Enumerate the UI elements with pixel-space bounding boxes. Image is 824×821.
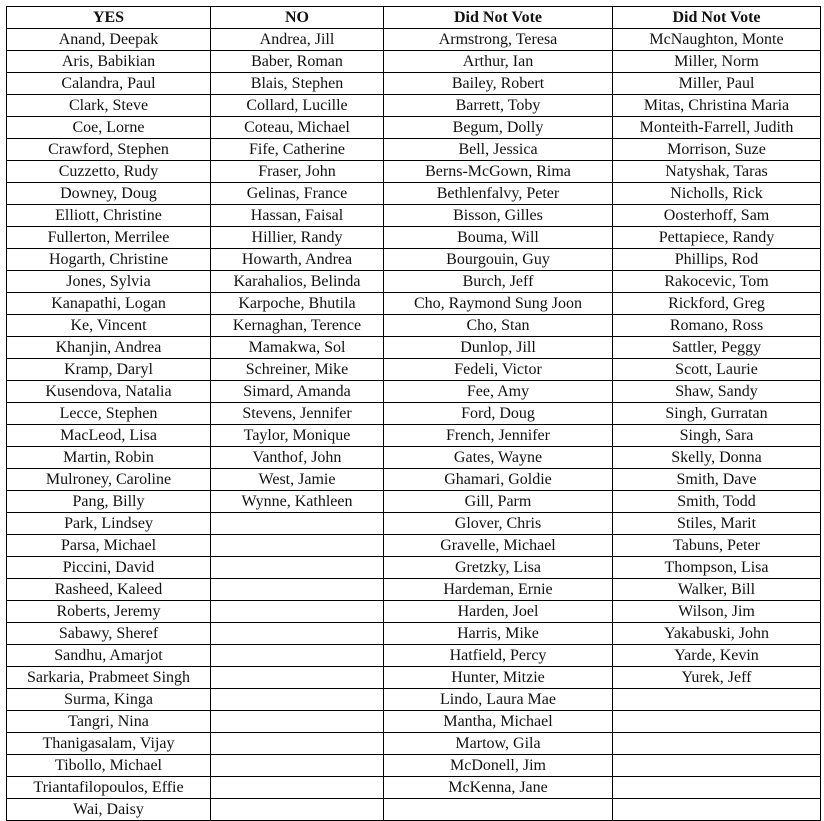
yes-cell: Crawford, Stephen bbox=[7, 139, 211, 161]
table-row bbox=[7, 249, 821, 271]
vote-table-body bbox=[7, 29, 821, 821]
did-not-vote-cell: McKenna, Jane bbox=[384, 777, 613, 799]
table-row bbox=[7, 425, 821, 447]
did-not-vote-cell: Ford, Doug bbox=[384, 403, 613, 425]
did-not-vote-cell: Phillips, Rod bbox=[613, 249, 821, 271]
table-row bbox=[7, 183, 821, 205]
did-not-vote-cell: McDonell, Jim bbox=[384, 755, 613, 777]
did-not-vote-cell: Yarde, Kevin bbox=[613, 645, 821, 667]
no-cell bbox=[211, 799, 384, 821]
no-cell: Howarth, Andrea bbox=[211, 249, 384, 271]
did-not-vote-cell: Burch, Jeff bbox=[384, 271, 613, 293]
yes-cell: Tibollo, Michael bbox=[7, 755, 211, 777]
did-not-vote-cell: Fee, Amy bbox=[384, 381, 613, 403]
yes-cell: Martin, Robin bbox=[7, 447, 211, 469]
table-row bbox=[7, 293, 821, 315]
yes-cell: Downey, Doug bbox=[7, 183, 211, 205]
yes-cell: Thanigasalam, Vijay bbox=[7, 733, 211, 755]
no-cell: Fife, Catherine bbox=[211, 139, 384, 161]
yes-cell: Kanapathi, Logan bbox=[7, 293, 211, 315]
yes-cell: Clark, Steve bbox=[7, 95, 211, 117]
did-not-vote-cell: Romano, Ross bbox=[613, 315, 821, 337]
no-cell: Schreiner, Mike bbox=[211, 359, 384, 381]
no-cell bbox=[211, 689, 384, 711]
did-not-vote-cell: Ghamari, Goldie bbox=[384, 469, 613, 491]
table-row bbox=[7, 271, 821, 293]
header-no: NO bbox=[211, 7, 384, 29]
no-cell: Andrea, Jill bbox=[211, 29, 384, 51]
header-did-not-vote-1: Did Not Vote bbox=[384, 7, 613, 29]
no-cell bbox=[211, 579, 384, 601]
no-cell bbox=[211, 623, 384, 645]
no-cell: Coteau, Michael bbox=[211, 117, 384, 139]
did-not-vote-cell: Singh, Gurratan bbox=[613, 403, 821, 425]
yes-cell: Pang, Billy bbox=[7, 491, 211, 513]
did-not-vote-cell: Gravelle, Michael bbox=[384, 535, 613, 557]
yes-cell: Sarkaria, Prabmeet Singh bbox=[7, 667, 211, 689]
did-not-vote-cell: Bethlenfalvy, Peter bbox=[384, 183, 613, 205]
did-not-vote-cell: Hatfield, Percy bbox=[384, 645, 613, 667]
no-cell: Hassan, Faisal bbox=[211, 205, 384, 227]
table-row bbox=[7, 161, 821, 183]
did-not-vote-cell: Bell, Jessica bbox=[384, 139, 613, 161]
did-not-vote-cell: Smith, Todd bbox=[613, 491, 821, 513]
no-cell bbox=[211, 667, 384, 689]
table-row bbox=[7, 799, 821, 821]
did-not-vote-cell: Gill, Parm bbox=[384, 491, 613, 513]
did-not-vote-cell: Arthur, Ian bbox=[384, 51, 613, 73]
yes-cell: Surma, Kinga bbox=[7, 689, 211, 711]
no-cell bbox=[211, 513, 384, 535]
did-not-vote-cell: Yakabuski, John bbox=[613, 623, 821, 645]
table-row bbox=[7, 755, 821, 777]
did-not-vote-cell: Harden, Joel bbox=[384, 601, 613, 623]
yes-cell: MacLeod, Lisa bbox=[7, 425, 211, 447]
table-row bbox=[7, 711, 821, 733]
did-not-vote-cell: Hunter, Mitzie bbox=[384, 667, 613, 689]
table-row bbox=[7, 205, 821, 227]
did-not-vote-cell: McNaughton, Monte bbox=[613, 29, 821, 51]
did-not-vote-cell: Oosterhoff, Sam bbox=[613, 205, 821, 227]
no-cell: Wynne, Kathleen bbox=[211, 491, 384, 513]
did-not-vote-cell: Barrett, Toby bbox=[384, 95, 613, 117]
no-cell bbox=[211, 755, 384, 777]
no-cell bbox=[211, 733, 384, 755]
header-yes: YES bbox=[7, 7, 211, 29]
yes-cell: Lecce, Stephen bbox=[7, 403, 211, 425]
header-row bbox=[7, 7, 821, 29]
no-cell bbox=[211, 557, 384, 579]
table-row bbox=[7, 645, 821, 667]
did-not-vote-cell: Mitas, Christina Maria bbox=[613, 95, 821, 117]
did-not-vote-cell bbox=[613, 777, 821, 799]
yes-cell: Cuzzetto, Rudy bbox=[7, 161, 211, 183]
did-not-vote-cell: Mantha, Michael bbox=[384, 711, 613, 733]
table-row bbox=[7, 777, 821, 799]
did-not-vote-cell: Rakocevic, Tom bbox=[613, 271, 821, 293]
no-cell bbox=[211, 645, 384, 667]
yes-cell: Park, Lindsey bbox=[7, 513, 211, 535]
yes-cell: Sandhu, Amarjot bbox=[7, 645, 211, 667]
did-not-vote-cell: Singh, Sara bbox=[613, 425, 821, 447]
yes-cell: Coe, Lorne bbox=[7, 117, 211, 139]
no-cell: Karpoche, Bhutila bbox=[211, 293, 384, 315]
did-not-vote-cell: Pettapiece, Randy bbox=[613, 227, 821, 249]
yes-cell: Parsa, Michael bbox=[7, 535, 211, 557]
yes-cell: Ke, Vincent bbox=[7, 315, 211, 337]
did-not-vote-cell: Monteith-Farrell, Judith bbox=[613, 117, 821, 139]
table-row bbox=[7, 491, 821, 513]
yes-cell: Khanjin, Andrea bbox=[7, 337, 211, 359]
yes-cell: Wai, Daisy bbox=[7, 799, 211, 821]
yes-cell: Tangri, Nina bbox=[7, 711, 211, 733]
did-not-vote-cell: Begum, Dolly bbox=[384, 117, 613, 139]
table-row bbox=[7, 557, 821, 579]
table-row bbox=[7, 381, 821, 403]
no-cell: Simard, Amanda bbox=[211, 381, 384, 403]
did-not-vote-cell: Gates, Wayne bbox=[384, 447, 613, 469]
did-not-vote-cell: Stiles, Marit bbox=[613, 513, 821, 535]
no-cell: Taylor, Monique bbox=[211, 425, 384, 447]
did-not-vote-cell bbox=[613, 711, 821, 733]
table-row bbox=[7, 579, 821, 601]
did-not-vote-cell: Morrison, Suze bbox=[613, 139, 821, 161]
did-not-vote-cell bbox=[613, 799, 821, 821]
did-not-vote-cell: Berns-McGown, Rima bbox=[384, 161, 613, 183]
table-row bbox=[7, 337, 821, 359]
no-cell: Blais, Stephen bbox=[211, 73, 384, 95]
no-cell: Vanthof, John bbox=[211, 447, 384, 469]
did-not-vote-cell bbox=[613, 733, 821, 755]
did-not-vote-cell: Thompson, Lisa bbox=[613, 557, 821, 579]
did-not-vote-cell: Martow, Gila bbox=[384, 733, 613, 755]
table-row bbox=[7, 689, 821, 711]
did-not-vote-cell bbox=[384, 799, 613, 821]
no-cell bbox=[211, 535, 384, 557]
table-row bbox=[7, 667, 821, 689]
did-not-vote-cell: Bouma, Will bbox=[384, 227, 613, 249]
did-not-vote-cell: Cho, Stan bbox=[384, 315, 613, 337]
did-not-vote-cell: Wilson, Jim bbox=[613, 601, 821, 623]
yes-cell: Piccini, David bbox=[7, 557, 211, 579]
no-cell: Mamakwa, Sol bbox=[211, 337, 384, 359]
did-not-vote-cell: Skelly, Donna bbox=[613, 447, 821, 469]
no-cell: Baber, Roman bbox=[211, 51, 384, 73]
did-not-vote-cell: Armstrong, Teresa bbox=[384, 29, 613, 51]
did-not-vote-cell: Natyshak, Taras bbox=[613, 161, 821, 183]
table-row bbox=[7, 117, 821, 139]
did-not-vote-cell: French, Jennifer bbox=[384, 425, 613, 447]
no-cell bbox=[211, 601, 384, 623]
yes-cell: Calandra, Paul bbox=[7, 73, 211, 95]
table-row bbox=[7, 623, 821, 645]
table-row bbox=[7, 513, 821, 535]
did-not-vote-cell: Shaw, Sandy bbox=[613, 381, 821, 403]
did-not-vote-cell bbox=[613, 755, 821, 777]
did-not-vote-cell: Glover, Chris bbox=[384, 513, 613, 535]
table-row bbox=[7, 29, 821, 51]
did-not-vote-cell: Sattler, Peggy bbox=[613, 337, 821, 359]
did-not-vote-cell: Bailey, Robert bbox=[384, 73, 613, 95]
table-row bbox=[7, 535, 821, 557]
did-not-vote-cell: Smith, Dave bbox=[613, 469, 821, 491]
no-cell: Collard, Lucille bbox=[211, 95, 384, 117]
no-cell: Kernaghan, Terence bbox=[211, 315, 384, 337]
table-row bbox=[7, 51, 821, 73]
yes-cell: Roberts, Jeremy bbox=[7, 601, 211, 623]
did-not-vote-cell bbox=[613, 689, 821, 711]
table-row bbox=[7, 601, 821, 623]
table-row bbox=[7, 469, 821, 491]
yes-cell: Kusendova, Natalia bbox=[7, 381, 211, 403]
no-cell: West, Jamie bbox=[211, 469, 384, 491]
yes-cell: Anand, Deepak bbox=[7, 29, 211, 51]
did-not-vote-cell: Cho, Raymond Sung Joon bbox=[384, 293, 613, 315]
did-not-vote-cell: Miller, Norm bbox=[613, 51, 821, 73]
table-row bbox=[7, 447, 821, 469]
did-not-vote-cell: Hardeman, Ernie bbox=[384, 579, 613, 601]
did-not-vote-cell: Scott, Laurie bbox=[613, 359, 821, 381]
did-not-vote-cell: Gretzky, Lisa bbox=[384, 557, 613, 579]
did-not-vote-cell: Dunlop, Jill bbox=[384, 337, 613, 359]
no-cell bbox=[211, 777, 384, 799]
did-not-vote-cell: Bisson, Gilles bbox=[384, 205, 613, 227]
did-not-vote-cell: Harris, Mike bbox=[384, 623, 613, 645]
header-did-not-vote-2: Did Not Vote bbox=[613, 7, 821, 29]
yes-cell: Triantafilopoulos, Effie bbox=[7, 777, 211, 799]
did-not-vote-cell: Rickford, Greg bbox=[613, 293, 821, 315]
no-cell: Stevens, Jennifer bbox=[211, 403, 384, 425]
did-not-vote-cell: Fedeli, Victor bbox=[384, 359, 613, 381]
yes-cell: Sabawy, Sheref bbox=[7, 623, 211, 645]
yes-cell: Elliott, Christine bbox=[7, 205, 211, 227]
did-not-vote-cell: Walker, Bill bbox=[613, 579, 821, 601]
yes-cell: Jones, Sylvia bbox=[7, 271, 211, 293]
did-not-vote-cell: Yurek, Jeff bbox=[613, 667, 821, 689]
vote-table bbox=[6, 6, 821, 821]
no-cell: Gelinas, France bbox=[211, 183, 384, 205]
no-cell: Fraser, John bbox=[211, 161, 384, 183]
table-row bbox=[7, 95, 821, 117]
did-not-vote-cell: Tabuns, Peter bbox=[613, 535, 821, 557]
table-row bbox=[7, 227, 821, 249]
did-not-vote-cell: Lindo, Laura Mae bbox=[384, 689, 613, 711]
table-row bbox=[7, 733, 821, 755]
did-not-vote-cell: Bourgouin, Guy bbox=[384, 249, 613, 271]
yes-cell: Kramp, Daryl bbox=[7, 359, 211, 381]
table-row bbox=[7, 139, 821, 161]
yes-cell: Aris, Babikian bbox=[7, 51, 211, 73]
table-row bbox=[7, 315, 821, 337]
yes-cell: Fullerton, Merrilee bbox=[7, 227, 211, 249]
table-row bbox=[7, 359, 821, 381]
yes-cell: Rasheed, Kaleed bbox=[7, 579, 211, 601]
no-cell bbox=[211, 711, 384, 733]
no-cell: Hillier, Randy bbox=[211, 227, 384, 249]
did-not-vote-cell: Miller, Paul bbox=[613, 73, 821, 95]
no-cell: Karahalios, Belinda bbox=[211, 271, 384, 293]
yes-cell: Hogarth, Christine bbox=[7, 249, 211, 271]
did-not-vote-cell: Nicholls, Rick bbox=[613, 183, 821, 205]
table-row bbox=[7, 73, 821, 95]
yes-cell: Mulroney, Caroline bbox=[7, 469, 211, 491]
table-row bbox=[7, 403, 821, 425]
